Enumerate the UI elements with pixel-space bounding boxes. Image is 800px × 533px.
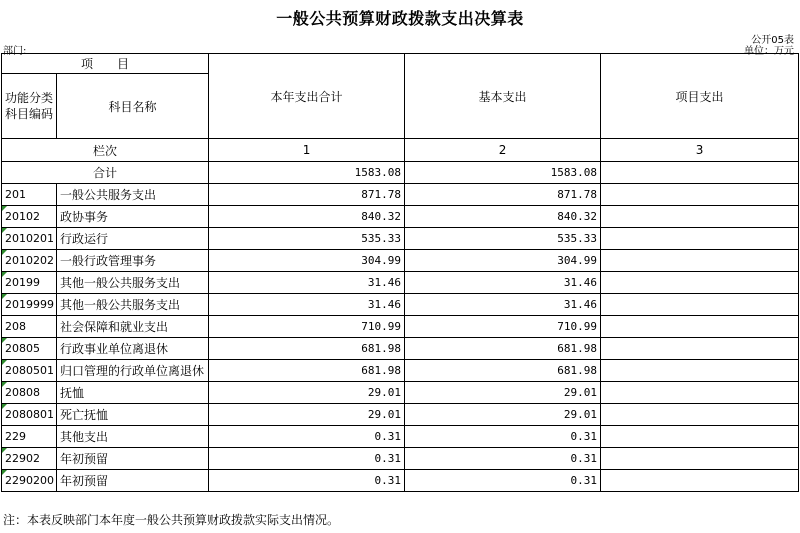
subject-name: 死亡抚恤 [57,404,209,426]
total-expense: 0.31 [209,426,405,448]
subject-code: 22902 [2,448,57,470]
total-value: 1583.08 [209,162,405,184]
subject-name: 社会保障和就业支出 [57,316,209,338]
cell-marker-icon [2,228,7,233]
basic-expense: 681.98 [405,360,601,382]
project-expense [601,382,799,404]
basic-expense: 29.01 [405,382,601,404]
project-expense [601,272,799,294]
subject-code: 20102 [2,206,57,228]
table-row [2,404,799,426]
subject-name: 一般行政管理事务 [57,250,209,272]
subject-name: 抚恤 [57,382,209,404]
basic-expense: 0.31 [405,470,601,492]
basic-expense: 0.31 [405,448,601,470]
project-expense [601,316,799,338]
header-function-code-line1: 功能分类 [5,91,54,105]
subject-code: 2080801 [2,404,57,426]
total-row [2,162,799,184]
total-basic: 1583.08 [405,162,601,184]
subject-code: 2010202 [2,250,57,272]
project-expense [601,426,799,448]
header-basic: 基本支出 [405,54,601,139]
subject-name: 归口管理的行政单位离退休 [57,360,209,382]
subject-name: 年初预留 [57,470,209,492]
header-subject-name: 科目名称 [57,74,209,139]
basic-expense: 681.98 [405,338,601,360]
project-expense [601,294,799,316]
basic-expense: 29.01 [405,404,601,426]
subject-name: 政协事务 [57,206,209,228]
total-expense: 840.32 [209,206,405,228]
cell-marker-icon [2,448,7,453]
table-row [2,426,799,448]
total-expense: 0.31 [209,448,405,470]
subject-name: 行政运行 [57,228,209,250]
project-expense [601,404,799,426]
subject-name: 其他支出 [57,426,209,448]
table-row [2,272,799,294]
subject-name: 一般公共服务支出 [57,184,209,206]
subject-code: 2010201 [2,228,57,250]
subject-code: 201 [2,184,57,206]
basic-expense: 871.78 [405,184,601,206]
table-row [2,360,799,382]
project-expense [601,228,799,250]
basic-expense: 31.46 [405,272,601,294]
cell-marker-icon [2,338,7,343]
subject-code: 20805 [2,338,57,360]
project-expense [601,470,799,492]
subject-name: 年初预留 [57,448,209,470]
total-expense: 535.33 [209,228,405,250]
total-expense: 710.99 [209,316,405,338]
table-row [2,382,799,404]
subject-name: 其他一般公共服务支出 [57,294,209,316]
total-expense: 304.99 [209,250,405,272]
basic-expense: 0.31 [405,426,601,448]
project-expense [601,184,799,206]
basic-expense: 304.99 [405,250,601,272]
lanci-col3: 3 [601,139,799,162]
table-row [2,316,799,338]
header-total: 本年支出合计 [209,54,405,139]
form-code: 公开05表 [751,35,794,46]
subject-code: 2290200 [2,470,57,492]
subject-name: 其他一般公共服务支出 [57,272,209,294]
basic-expense: 31.46 [405,294,601,316]
page-title: 一般公共预算财政拨款支出决算表 [276,9,524,28]
subject-code: 20199 [2,272,57,294]
project-expense [601,338,799,360]
total-label: 合计 [2,162,209,184]
header-project: 项 目 [2,54,209,74]
total-project [601,162,799,184]
basic-expense: 840.32 [405,206,601,228]
total-expense: 871.78 [209,184,405,206]
lanci-label: 栏次 [2,139,209,162]
cell-marker-icon [2,382,7,387]
table-row [2,294,799,316]
cell-marker-icon [2,404,7,409]
cell-marker-icon [2,250,7,255]
project-expense [601,448,799,470]
table-row [2,470,799,492]
total-expense: 29.01 [209,382,405,404]
subject-code: 2080501 [2,360,57,382]
total-expense: 31.46 [209,294,405,316]
subject-code: 229 [2,426,57,448]
total-expense: 29.01 [209,404,405,426]
footnote: 注：本表反映部门本年度一般公共预算财政拨款实际支出情况。 [3,513,340,527]
table-row [2,206,799,228]
header-function-code [2,74,57,139]
subject-name: 行政事业单位离退休 [57,338,209,360]
basic-expense: 710.99 [405,316,601,338]
table-row [2,448,799,470]
cell-marker-icon [2,470,7,475]
expenditure-table [1,53,799,492]
basic-expense: 535.33 [405,228,601,250]
total-expense: 681.98 [209,338,405,360]
project-expense [601,360,799,382]
subject-code: 208 [2,316,57,338]
table-row [2,228,799,250]
table-row [2,184,799,206]
cell-marker-icon [2,272,7,277]
total-expense: 31.46 [209,272,405,294]
total-expense: 0.31 [209,470,405,492]
unit-label: 单位：万元 [744,46,794,57]
cell-marker-icon [2,294,7,299]
lanci-col2: 2 [405,139,601,162]
lanci-col1: 1 [209,139,405,162]
header-function-code-line2: 科目编码 [5,107,54,121]
subject-code: 2019999 [2,294,57,316]
subject-code: 20808 [2,382,57,404]
total-expense: 681.98 [209,360,405,382]
project-expense [601,250,799,272]
table-row [2,250,799,272]
cell-marker-icon [2,360,7,365]
table-row [2,338,799,360]
header-project-expense: 项目支出 [601,54,799,139]
cell-marker-icon [2,206,7,211]
department-label: 部门: [3,46,27,57]
project-expense [601,206,799,228]
